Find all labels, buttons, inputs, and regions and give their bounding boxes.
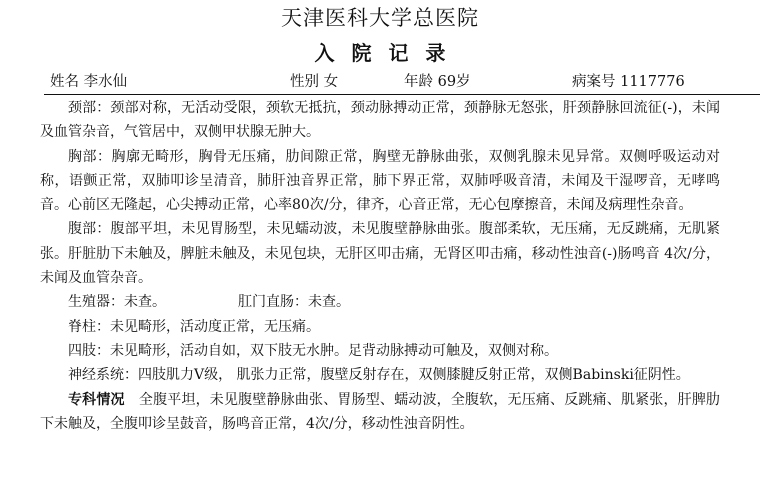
patient-info-row [0, 70, 760, 92]
document-title: 入 院 记 录 [314, 41, 446, 65]
exam-genital: 生殖器：未查。 [68, 294, 166, 311]
special-section [40, 388, 720, 437]
patient-name: 姓名 李水仙 [50, 74, 128, 90]
exam-abdomen: 腹部：腹部平坦，未见胃肠型，未见蠕动波，未见腹壁静脉曲张。腹部柔软，无压痛，无反跳痛，无肌紧张。肝脏肋下未触及，脾脏未触及，未见包块，无肝区叩击痛，无肾区叩击痛，移动性浊音(-)肠鸣音 4次/分，未闻及血管杂音。 [40, 221, 720, 287]
record-number: 病案号 1117776 [572, 74, 685, 90]
exam-chest: 胸部：胸廓无畸形，胸骨无压痛，肋间隙正常，胸壁无静脉曲张，双侧乳腺未见异常。双侧呼吸运动对称，语颤正常，双肺叩诊呈清音，肺肝浊音界正常，肺下界正常，双肺呼吸音清，未闻及干湿啰音，无哮鸣音。心前区无隆起，心尖搏动正常，心率80次/分，律齐，心音正常，无心包摩擦音，未闻及病理性杂音。 [40, 148, 720, 214]
exam-neck: 颈部：颈部对称，无活动受限，颈软无抵抗，颈动脉搏动正常，颈静脉无怒张，肝颈静脉回流征(-)，未闻及血管杂音，气管居中，双侧甲状腺无肿大。 [40, 100, 720, 141]
hospital-name: 天津医科大学总医院 [281, 6, 479, 30]
special-text: 全腹平坦，未见腹壁静脉曲张、胃肠型、蠕动波，全腹软，无压痛、反跳痛、肌紧张，肝脾肋下未触及，全腹叩诊呈鼓音，肠鸣音正常，4次/分，移动性浊音阴性。 [40, 391, 721, 432]
exam-body [40, 96, 720, 436]
special-label: 专科情况 [68, 391, 125, 408]
patient-age: 年龄 69岁 [404, 74, 471, 90]
exam-neuro: 神经系统：四肢肌力Ⅴ级， 肌张力正常，腹壁反射存在，双侧膝腱反射正常，双侧Babinski征阴性。 [68, 367, 690, 384]
patient-sex: 性别 女 [290, 74, 339, 90]
exam-spine: 脊柱：未见畸形，活动度正常，无压痛。 [68, 318, 320, 335]
header-divider [44, 94, 760, 95]
exam-genital-anal [40, 290, 720, 314]
exam-anal: 肛门直肠：未查。 [238, 294, 350, 311]
exam-limbs: 四肢：未见畸形，活动自如，双下肢无水肿。足背动脉搏动可触及，双侧对称。 [68, 342, 558, 359]
